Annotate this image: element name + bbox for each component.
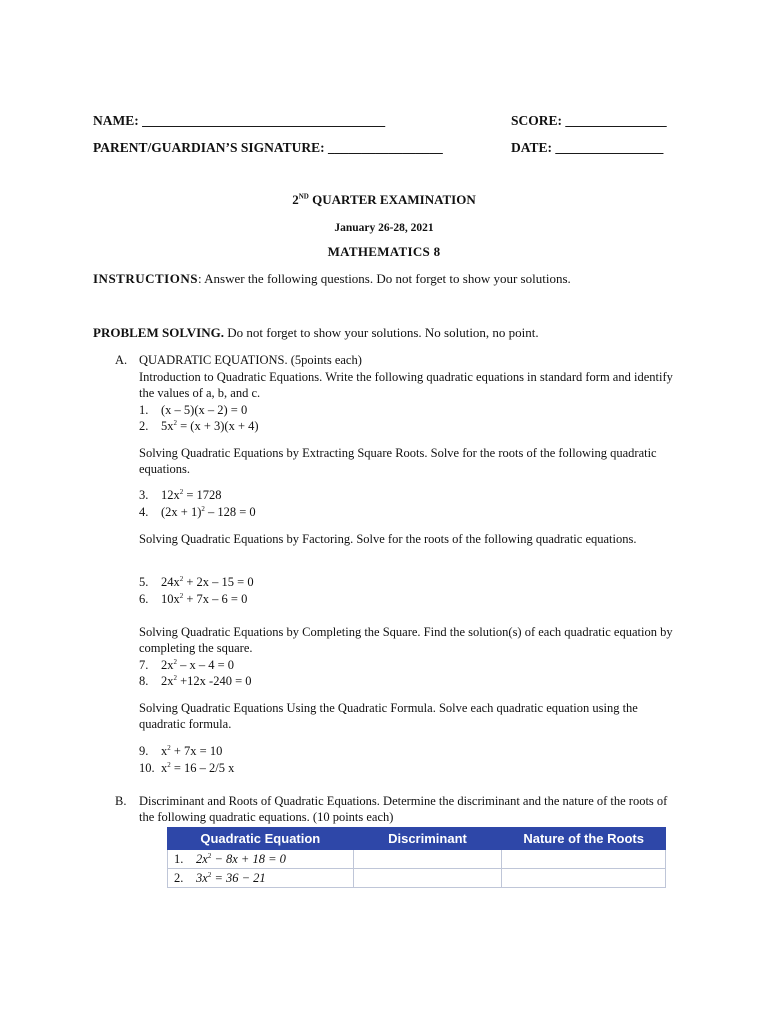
date-label: DATE: xyxy=(511,140,553,155)
exam-ordinal: 2 xyxy=(292,192,299,207)
header-quadratic-equation: Quadratic Equation xyxy=(168,828,354,850)
factoring-instructions: Solving Quadratic Equations by Factoring. Solve for the roots of the following quadratic equations. xyxy=(139,532,637,546)
discriminant-cell[interactable] xyxy=(353,869,502,888)
extract-roots-instructions: Solving Quadratic Equations by Extracting Square Roots. Solve for the roots of the following quadratic equations. xyxy=(139,446,657,476)
question-7: 7. $2x^2 - x - 4 = 0$ xyxy=(139,657,235,672)
question-1: 1. (x – 5)(x – 2) = 0 xyxy=(139,403,248,417)
signature-line: _________________ xyxy=(328,140,443,155)
question-6: 6. $10x^2 + 7x - 6 = 0$ xyxy=(139,591,248,606)
discriminant-cell[interactable] xyxy=(353,850,502,869)
equation-cell: 2. $3x^2 = 36 - 21$ xyxy=(168,869,354,888)
name-field xyxy=(93,113,385,129)
section-a-title: QUADRATIC EQUATIONS. (5points each) xyxy=(139,353,362,367)
exam-title xyxy=(0,192,768,208)
score-line: _______________ xyxy=(565,113,667,128)
header-discriminant: Discriminant xyxy=(353,828,502,850)
table-row xyxy=(168,869,666,888)
instructions xyxy=(93,271,571,287)
instructions-label: INSTRUCTIONS xyxy=(93,271,198,286)
instructions-text: : Answer the following questions. Do not forget to show your solutions. xyxy=(197,271,571,286)
quadratic-formula-instructions: Solving Quadratic Equations Using the Quadratic Formula. Solve each quadratic equation using the quadratic formula. xyxy=(139,701,638,731)
discriminant-table xyxy=(167,827,666,888)
name-label: NAME: xyxy=(93,113,139,128)
signature-field xyxy=(93,140,443,156)
header-nature-of-roots: Nature of the Roots xyxy=(502,828,666,850)
score-field xyxy=(511,113,667,129)
exam-ordinal-suffix: ND xyxy=(298,192,309,201)
problem-solving-label: PROBLEM SOLVING. xyxy=(93,325,224,340)
score-label: SCORE: xyxy=(511,113,563,128)
problem-solving-text: Do not forget to show your solutions. No solution, no point. xyxy=(224,325,539,340)
question-10: 10. $x^2 = 16 - 2/5$ x xyxy=(139,760,235,775)
question-2: 2. $5x^2 = (x + 3)(x + 4)$ xyxy=(139,418,259,433)
exam-subject: MATHEMATICS 8 xyxy=(327,244,441,259)
question-4: 4. $(2x + 1)^2 - 128 = 0$ xyxy=(139,504,256,519)
problem-solving-heading xyxy=(93,325,539,341)
section-a-letter: A. xyxy=(115,353,128,367)
exam-date: January 26-28, 2021 xyxy=(334,222,434,234)
section-b-instructions: Discriminant and Roots of Quadratic Equations. Determine the discriminant and the nature of the roots of the following quadratic equations. (10 points each) xyxy=(139,794,668,824)
question-8: 8. $2x^2 +12x$ -240 = 0 xyxy=(139,673,252,688)
date-line: ________________ xyxy=(555,140,664,155)
date-field xyxy=(511,140,663,156)
equation-cell: 1. $2x^2 - 8x + 18 = 0$ xyxy=(168,850,354,869)
nature-cell[interactable] xyxy=(502,850,666,869)
signature-label: PARENT/GUARDIAN’S SIGNATURE: xyxy=(93,140,325,155)
question-5: 5. $24x^2 + 2x - 15 = 0$ xyxy=(139,574,254,589)
table-header-row xyxy=(168,828,666,850)
exam-name: QUARTER EXAMINATION xyxy=(312,192,476,207)
intro-instructions: Introduction to Quadratic Equations. Write the following quadratic equations in standard form and identify the values of a, b, and c. xyxy=(139,370,673,400)
completing-square-instructions: Solving Quadratic Equations by Completing the Square. Find the solution(s) of each quadratic equation by completing the square. xyxy=(139,625,673,655)
question-9: 9. $x^2 + 7x = 10$ xyxy=(139,743,223,758)
nature-cell[interactable] xyxy=(502,869,666,888)
section-b-letter: B. xyxy=(115,794,127,808)
question-3: 3. $12x^2 = 1728$ xyxy=(139,487,222,502)
table-row xyxy=(168,850,666,869)
name-line: ____________________________________ xyxy=(142,113,386,128)
